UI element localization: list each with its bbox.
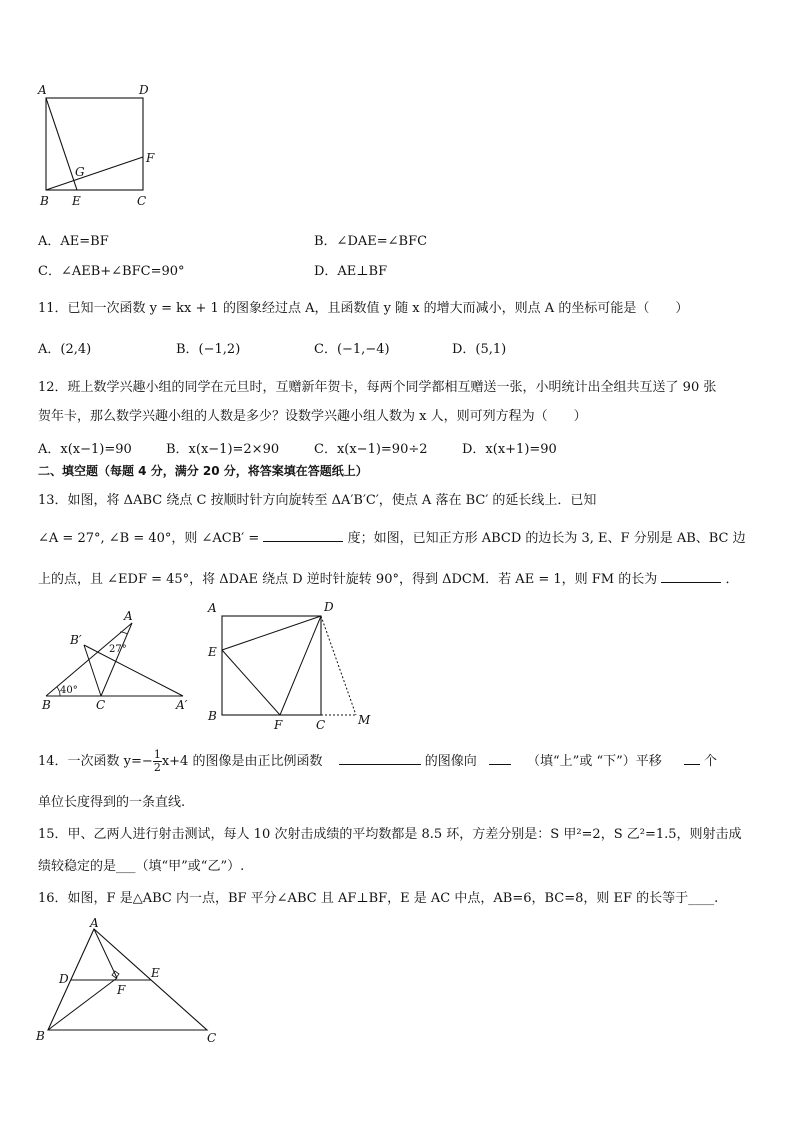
sq2-label-a: A [208,601,217,615]
tri2-label-b: B [36,1029,45,1043]
sq2-label-m: M [358,713,371,727]
q14-end: 个 [704,754,718,769]
q13-line3-a: 上的点，且 ∠EDF = 45°，将 ΔDAE 绕点 D 逆时针旋转 90°，得到 ΔDCM．若 AE = 1，则 FM 的长为 [38,572,658,587]
q12-option-c: C．x(x−1)=90÷2 [314,442,428,457]
q12-option-d: D．x(x+1)=90 [462,442,557,457]
tri2-label-a: A [90,916,99,930]
q13-line3-b: ． [725,572,739,587]
q12-option-a: A．x(x−1)=90 [38,442,132,457]
q10-option-c: C．∠AEB+∠BFC=90° [38,264,185,279]
q13-line2-b: 度；如图，已知正方形 ABCD 的边长为 3, E、F 分别是 AB、BC 边 [347,531,746,546]
square-label-d: D [139,83,149,97]
square-label-b: B [40,194,49,208]
tri-label-a: A [124,609,133,623]
sq2-label-b: B [208,709,217,723]
q14-mid: 的图像向 [424,754,477,769]
q11-option-a: A．(2,4) [38,342,92,357]
q15-line1: 15．甲、乙两人进行射击测试，每人 10 次射击成绩的平均数都是 8.5 环，方差分别是：S 甲²=2，S 乙²=1.5，则射击成 [38,827,742,842]
q14-line2: 单位长度得到的一条直线. [38,795,186,810]
tri-label-b-prime: B′ [70,633,82,647]
tri-label-c: C [96,698,106,712]
tri-label-a-prime: A′ [176,698,188,712]
q14-post: x+4 的图像是由正比例函数 [161,754,323,769]
q13-line2-a: ∠A = 27°, ∠B = 40°，则 ∠ACB′ = [38,531,260,546]
tri2-label-e: E [151,966,160,980]
sq2-label-d: D [324,600,334,614]
tri-angle-a: 27° [109,644,127,655]
sq2-label-c: C [316,718,326,732]
tri2-label-c: C [207,1031,217,1045]
square-label-e: E [72,194,81,208]
q14-frac-den: 2 [153,761,161,774]
q14-fill: （填“上”或 “下”）平移 [527,754,662,769]
sq2-label-e: E [208,645,217,659]
sq2-label-f: F [274,718,283,732]
q11-option-c: C．(−1,−4) [314,342,390,357]
tri2-label-f: F [117,983,126,997]
q11-option-b: B．(−1,2) [176,342,241,357]
q16-line1: 16．如图，F 是△ABC 内一点，BF 平分∠ABC 且 AF⊥BF，E 是 AC 中点，AB=6，BC=8，则 EF 的长等于____. [38,891,719,906]
q10-option-a: A．AE=BF [38,234,109,249]
q14-frac-num: 1 [153,748,161,761]
square-label-g: G [75,165,85,179]
section-2-heading: 二、填空题（每题 4 分，满分 20 分，将答案填在答题纸上） [38,464,368,478]
q12-line1: 12．班上数学兴趣小组的同学在元旦时，互赠新年贺卡，每两个同学都相互赠送一张，小明统计出全组共互送了 90 张 [38,380,717,395]
q11-stem: 11．已知一次函数 y = kx + 1 的图象经过点 A，且函数值 y 随 x 的增大而减小，则点 A 的坐标可能是（ ） [38,301,689,316]
q12-option-b: B．x(x−1)=2×90 [166,442,280,457]
tri-angle-b: 40° [60,685,78,696]
tri-label-b: B [42,698,51,712]
square-label-c: C [137,194,147,208]
square-label-f: F [146,151,155,165]
q14-pre: 14．一次函数 y=− [38,754,153,769]
q10-option-d: D．AE⊥BF [314,264,388,279]
q10-option-b: B．∠DAE=∠BFC [314,234,428,249]
q11-option-d: D．(5,1) [452,342,507,357]
q15-line2: 绩较稳定的是___（填“甲”或“乙”）. [38,859,245,874]
square-label-a: A [38,83,47,97]
q12-line2: 贺年卡，那么数学兴趣小组的人数是多少？设数学兴趣小组人数为 x 人，则可列方程为（ ） [38,409,587,424]
q13-line1: 13．如图，将 ΔABC 绕点 C 按顺时针方向旋转至 ΔA′B′C′，使点 A 落在 BC′ 的延长线上．已知 [38,493,597,508]
tri2-label-d: D [59,972,69,986]
